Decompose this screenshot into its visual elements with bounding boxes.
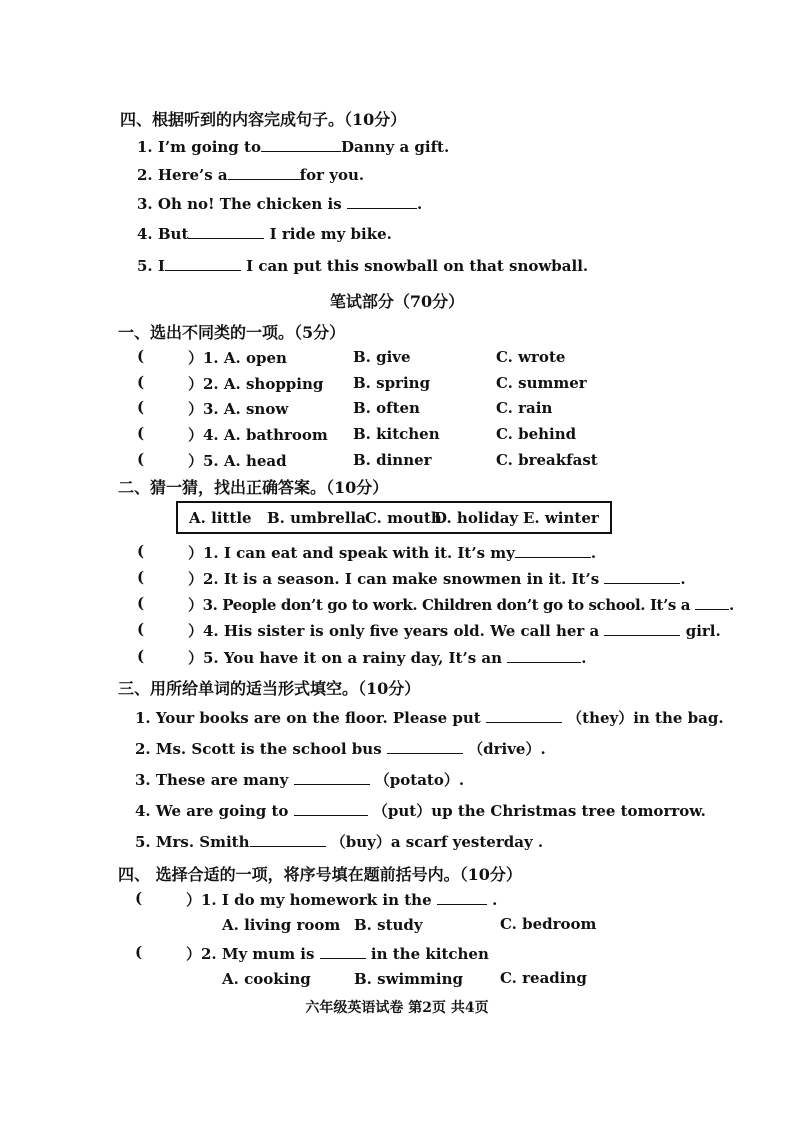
answer-paren[interactable]: ( bbox=[137, 373, 145, 391]
listening-item-3 bbox=[137, 194, 422, 213]
answer-blank[interactable] bbox=[387, 739, 463, 754]
item-text: 1. Your books are on the floor. Please put bbox=[135, 709, 481, 727]
option-c: C. summer bbox=[496, 374, 587, 392]
written-section-title: 笔试部分（70分） bbox=[329, 292, 465, 311]
option-a: ）3. A. snow bbox=[188, 400, 289, 418]
item-text: Danny a gift. bbox=[340, 138, 450, 156]
answer-blank[interactable] bbox=[228, 165, 300, 180]
item-text-line bbox=[188, 620, 721, 641]
answer-blank[interactable] bbox=[695, 595, 729, 610]
answer-paren[interactable]: ( bbox=[137, 424, 145, 442]
answer-blank[interactable] bbox=[165, 256, 241, 271]
word-forms-item-1 bbox=[135, 707, 724, 728]
item-text: ）1. I do my homework in the bbox=[186, 891, 432, 909]
option-b: B. dinner bbox=[353, 451, 432, 469]
item-text: I ride my bike. bbox=[269, 225, 392, 243]
option-b: B. swimming bbox=[354, 970, 464, 988]
listening-heading: 四、根据听到的内容完成句子。（10分） bbox=[120, 110, 407, 129]
item-text: （put）up the Christmas tree tomorrow. bbox=[372, 802, 706, 820]
word-option: D. holiday bbox=[434, 509, 519, 527]
answer-blank[interactable] bbox=[294, 801, 368, 816]
answer-blank[interactable] bbox=[604, 621, 680, 636]
item-text-line bbox=[188, 542, 596, 563]
option-a: ）2. A. shopping bbox=[188, 375, 324, 393]
option-a: ）5. A. head bbox=[188, 452, 287, 470]
answer-blank[interactable] bbox=[507, 648, 581, 663]
option-b: B. kitchen bbox=[353, 425, 440, 443]
item-text: 5. Mrs. Smith bbox=[135, 833, 250, 851]
option-c: C. bedroom bbox=[500, 915, 597, 933]
answer-blank[interactable] bbox=[294, 770, 370, 785]
item-text-line bbox=[188, 647, 586, 668]
item-text: for you. bbox=[299, 166, 365, 184]
answer-paren[interactable]: ( bbox=[137, 568, 145, 586]
answer-paren[interactable]: ( bbox=[137, 594, 145, 612]
answer-blank[interactable] bbox=[486, 708, 562, 723]
item-text: girl. bbox=[685, 622, 721, 640]
answer-paren[interactable]: ( bbox=[137, 347, 145, 365]
item-text: . bbox=[581, 649, 587, 667]
item-text: ）3. People don’t go to work. Children don’t go to school. It’s a bbox=[188, 596, 691, 614]
word-forms-item-5 bbox=[135, 831, 543, 852]
choose-heading: 四、 选择合适的一项，将序号填在题前括号内。（10分） bbox=[118, 865, 522, 884]
option-c: C. reading bbox=[500, 969, 587, 987]
word-forms-item-2 bbox=[135, 738, 546, 759]
item-text: in the kitchen bbox=[370, 945, 489, 963]
item-text: . bbox=[416, 195, 423, 213]
answer-blank[interactable] bbox=[515, 543, 591, 558]
word-bank-box bbox=[176, 501, 612, 534]
item-text: 5. I bbox=[137, 257, 165, 275]
option-b: B. give bbox=[353, 348, 411, 366]
answer-paren[interactable]: ( bbox=[135, 889, 143, 907]
word-option: B. umbrella bbox=[267, 509, 366, 527]
word-option: A. little bbox=[189, 509, 252, 527]
option-a: ）1. A. open bbox=[188, 349, 287, 367]
option-b: B. study bbox=[354, 916, 423, 934]
answer-paren[interactable]: ( bbox=[137, 647, 145, 665]
item-text: ）1. I can eat and speak with it. It’s my bbox=[188, 544, 515, 562]
listening-item-4 bbox=[137, 224, 392, 243]
item-text: ）5. You have it on a rainy day, It’s an bbox=[188, 649, 503, 667]
item-text: ）4. His sister is only five years old. We call her a bbox=[188, 622, 600, 640]
item-text-line bbox=[188, 594, 734, 615]
item-text: 4. We are going to bbox=[135, 802, 289, 820]
option-c: C. rain bbox=[496, 399, 553, 417]
item-text: （buy）a scarf yesterday . bbox=[330, 833, 544, 851]
word-forms-item-3 bbox=[135, 769, 464, 790]
item-text: . bbox=[680, 570, 686, 588]
answer-blank[interactable] bbox=[604, 569, 680, 584]
option-c: C. wrote bbox=[496, 348, 566, 366]
answer-paren[interactable]: ( bbox=[137, 620, 145, 638]
page-footer: 六年级英语试卷 第2页 共4页 bbox=[305, 1000, 489, 1016]
answer-paren[interactable]: ( bbox=[137, 398, 145, 416]
item-text: . bbox=[590, 544, 597, 562]
item-text-line bbox=[188, 568, 686, 589]
option-a: A. living room bbox=[222, 916, 341, 934]
answer-blank[interactable] bbox=[437, 890, 487, 905]
answer-paren[interactable]: ( bbox=[135, 943, 143, 961]
option-b: B. often bbox=[353, 399, 420, 417]
item-text: 4. But bbox=[137, 225, 189, 243]
item-text: ）2. It is a season. I can make snowmen in it. It’s bbox=[188, 570, 600, 588]
answer-blank[interactable] bbox=[188, 224, 264, 239]
item-text: 1. I’m going to bbox=[137, 138, 261, 156]
item-text: （they）in the bag. bbox=[567, 709, 724, 727]
word-option: E. winter bbox=[523, 509, 599, 527]
item-text: . bbox=[492, 891, 498, 909]
guess-heading: 二、猜一猜，找出正确答案。（10分） bbox=[118, 478, 389, 497]
answer-blank[interactable] bbox=[250, 832, 326, 847]
answer-blank[interactable] bbox=[347, 194, 417, 209]
item-text: 2. Ms. Scott is the school bus bbox=[135, 740, 382, 758]
item-text: （drive）. bbox=[468, 740, 546, 758]
option-a: A. cooking bbox=[222, 970, 311, 988]
odd-one-heading: 一、选出不同类的一项。（5分） bbox=[118, 323, 346, 342]
word-forms-item-4 bbox=[135, 800, 706, 821]
answer-blank[interactable] bbox=[320, 944, 366, 959]
item-text: ）2. My mum is bbox=[186, 945, 315, 963]
option-c: C. breakfast bbox=[496, 451, 598, 469]
item-text-line bbox=[186, 943, 489, 964]
item-text: 3. These are many bbox=[135, 771, 289, 789]
answer-paren[interactable]: ( bbox=[137, 450, 145, 468]
listening-item-5 bbox=[137, 256, 588, 275]
item-text: 3. Oh no! The chicken is bbox=[137, 195, 342, 213]
listening-item-2 bbox=[137, 165, 364, 184]
word-forms-heading: 三、用所给单词的适当形式填空。（10分） bbox=[118, 679, 421, 698]
listening-item-1 bbox=[137, 137, 449, 156]
item-text: 2. Here’s a bbox=[137, 166, 228, 184]
option-b: B. spring bbox=[353, 374, 431, 392]
item-text: （potato）. bbox=[374, 771, 465, 789]
item-text-line bbox=[186, 889, 497, 910]
option-c: C. behind bbox=[496, 425, 577, 443]
answer-blank[interactable] bbox=[261, 137, 341, 152]
item-text: I can put this snowball on that snowball. bbox=[246, 257, 589, 275]
answer-paren[interactable]: ( bbox=[137, 542, 145, 560]
option-a: ）4. A. bathroom bbox=[188, 426, 328, 444]
item-text: . bbox=[728, 596, 734, 614]
word-option: C. mouth bbox=[365, 509, 442, 527]
